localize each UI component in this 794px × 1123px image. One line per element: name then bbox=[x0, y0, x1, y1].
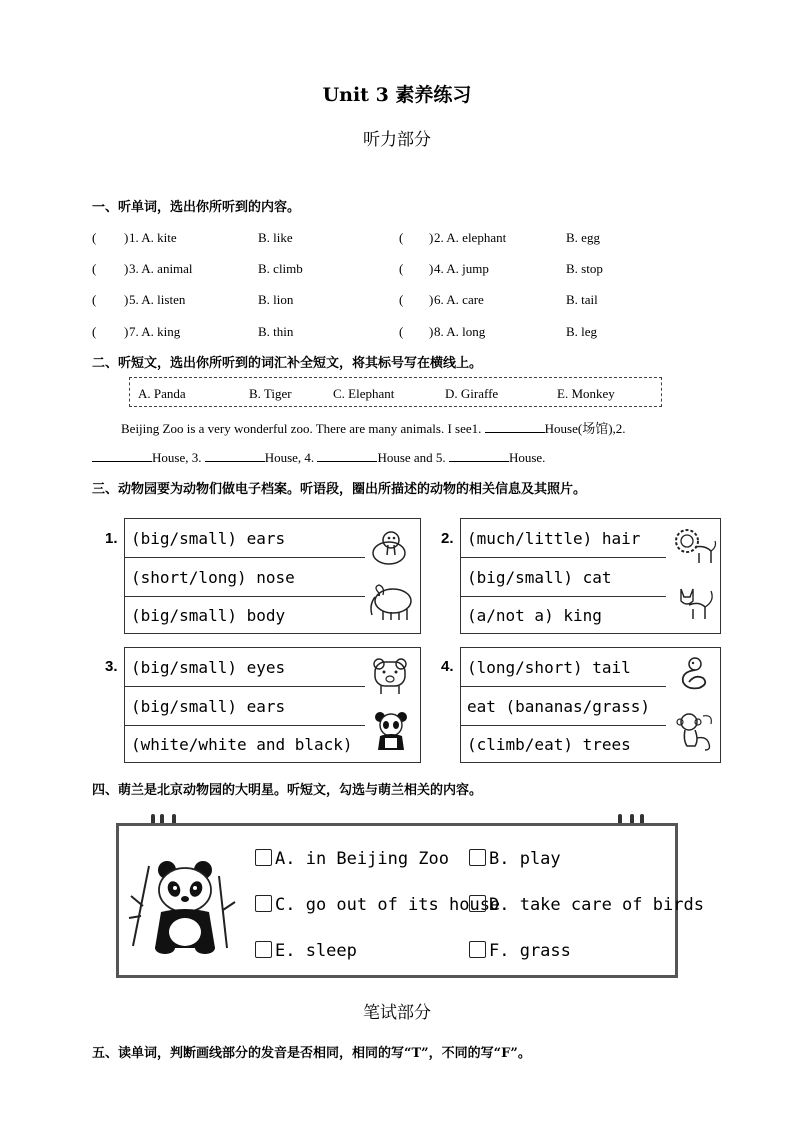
option-b[interactable] bbox=[469, 849, 561, 869]
card-divider bbox=[125, 725, 365, 726]
word-option: C. Elephant bbox=[333, 386, 395, 401]
checkbox[interactable] bbox=[255, 895, 272, 912]
card-option[interactable]: (big/small) body bbox=[131, 606, 286, 625]
section4-heading: 四、萌兰是北京动物园的大明星。听短文，勾选与萌兰相关的内容。 bbox=[92, 783, 483, 798]
answer-paren-open[interactable]: ( bbox=[399, 292, 404, 307]
cat-icon[interactable] bbox=[675, 583, 717, 625]
option-c[interactable] bbox=[255, 895, 500, 915]
card-option[interactable]: (much/little) hair bbox=[467, 529, 641, 548]
answer-paren-close: ) bbox=[429, 230, 434, 245]
card-number: 4. bbox=[441, 658, 454, 675]
option-b: B. lion bbox=[258, 292, 294, 307]
answer-paren-open[interactable]: ( bbox=[399, 261, 404, 276]
section2-heading: 二、听短文，选出你所听到的词汇补全短文，将其标号写在横线上。 bbox=[92, 356, 483, 371]
answer-paren-close: ) bbox=[124, 261, 129, 276]
page-title: Unit 3 素养练习 bbox=[322, 84, 472, 106]
card-option[interactable]: (white/white and black) bbox=[131, 735, 353, 754]
checkbox[interactable] bbox=[469, 941, 486, 958]
card-number: 3. bbox=[105, 658, 118, 675]
answer-paren-open[interactable]: ( bbox=[399, 324, 404, 339]
card-option[interactable]: (long/short) tail bbox=[467, 658, 631, 677]
answer-paren-close: ) bbox=[429, 292, 434, 307]
card-divider bbox=[461, 686, 666, 687]
answer-paren-open[interactable]: ( bbox=[399, 230, 404, 245]
card-divider bbox=[125, 596, 365, 597]
card-divider bbox=[125, 557, 365, 558]
card-option[interactable]: (big/small) cat bbox=[467, 568, 612, 587]
option-a[interactable] bbox=[255, 849, 449, 869]
option-label: B. play bbox=[489, 849, 561, 869]
section3-heading: 三、动物园要为动物们做电子档案。听语段，圈出所描述的动物的相关信息及其照片。 bbox=[92, 482, 587, 497]
option-label: C. go out of its house bbox=[275, 895, 501, 915]
word-bank bbox=[129, 377, 662, 407]
option-b: B. like bbox=[258, 230, 293, 245]
bear-icon[interactable] bbox=[369, 654, 413, 698]
animal-card bbox=[460, 518, 721, 634]
passage-text: House, 4. bbox=[264, 450, 315, 465]
written-heading: 笔试部分 bbox=[363, 1003, 431, 1023]
option-a: 6. A. care bbox=[434, 292, 484, 307]
card-option[interactable]: eat (bananas/grass) bbox=[467, 697, 651, 716]
option-f[interactable] bbox=[469, 941, 571, 961]
snake-icon[interactable] bbox=[675, 654, 715, 698]
walrus-icon[interactable] bbox=[369, 527, 413, 567]
option-a: 2. A. elephant bbox=[434, 230, 507, 245]
answer-paren-close: ) bbox=[124, 292, 129, 307]
card-divider bbox=[461, 557, 666, 558]
word-option: E. Monkey bbox=[557, 386, 615, 401]
card-number: 1. bbox=[105, 530, 118, 547]
card-number: 2. bbox=[441, 530, 454, 547]
animal-card bbox=[460, 647, 721, 763]
card-option[interactable]: (climb/eat) trees bbox=[467, 735, 631, 754]
checkbox[interactable] bbox=[469, 895, 486, 912]
option-e[interactable] bbox=[255, 941, 357, 961]
question-row bbox=[92, 324, 712, 344]
option-b: B. leg bbox=[566, 324, 598, 339]
option-a: 1. A. kite bbox=[129, 230, 177, 245]
answer-blank[interactable] bbox=[92, 449, 152, 462]
answer-paren-close: ) bbox=[124, 230, 129, 245]
option-a: 3. A. animal bbox=[129, 261, 193, 276]
question-row bbox=[92, 292, 712, 312]
option-d[interactable] bbox=[469, 895, 704, 915]
animal-card bbox=[124, 518, 421, 634]
option-label: A. in Beijing Zoo bbox=[275, 849, 449, 869]
section5-heading: 五、读单词，判断画线部分的发音是否相同，相同的写“T”，不同的写“F”。 bbox=[92, 1046, 531, 1061]
option-label: F. grass bbox=[489, 941, 571, 961]
card-option[interactable]: (big/small) ears bbox=[131, 529, 286, 548]
checkbox[interactable] bbox=[469, 849, 486, 866]
card-divider bbox=[461, 596, 666, 597]
answer-paren-open[interactable]: ( bbox=[92, 324, 97, 339]
card-option[interactable]: (short/long) nose bbox=[131, 568, 295, 587]
passage-line-1 bbox=[121, 418, 626, 437]
card-divider bbox=[461, 725, 666, 726]
option-a: 5. A. listen bbox=[129, 292, 186, 307]
listening-heading: 听力部分 bbox=[363, 130, 431, 150]
option-label: D. take care of birds bbox=[489, 895, 704, 915]
answer-blank[interactable] bbox=[485, 420, 545, 433]
option-a: 8. A. long bbox=[434, 324, 486, 339]
word-option: B. Tiger bbox=[249, 386, 292, 401]
passage-line-2 bbox=[92, 449, 545, 466]
panda-bamboo-icon bbox=[127, 856, 239, 956]
card-option[interactable]: (big/small) eyes bbox=[131, 658, 286, 677]
passage-text: House, 3. bbox=[152, 450, 202, 465]
option-a: 4. A. jump bbox=[434, 261, 489, 276]
monkey-icon[interactable] bbox=[673, 710, 717, 754]
option-a: 7. A. king bbox=[129, 324, 181, 339]
answer-paren-open[interactable]: ( bbox=[92, 292, 97, 307]
question-row bbox=[92, 261, 712, 281]
option-b: B. tail bbox=[566, 292, 598, 307]
card-divider bbox=[125, 686, 365, 687]
panda-icon[interactable] bbox=[372, 710, 410, 754]
menglan-board bbox=[116, 823, 704, 978]
option-b: B. egg bbox=[566, 230, 600, 245]
option-b: B. stop bbox=[566, 261, 603, 276]
passage-text: House and 5. bbox=[377, 450, 446, 465]
option-b: B. thin bbox=[258, 324, 294, 339]
answer-blank[interactable] bbox=[317, 449, 377, 462]
elephant-icon[interactable] bbox=[367, 581, 417, 623]
answer-blank[interactable] bbox=[449, 449, 509, 462]
answer-paren-close: ) bbox=[429, 324, 434, 339]
card-option[interactable]: (a/not a) king bbox=[467, 606, 602, 625]
option-b: B. climb bbox=[258, 261, 303, 276]
passage-text: House. bbox=[508, 450, 546, 465]
passage-text: House(场馆),2. bbox=[544, 421, 626, 436]
answer-paren-close: ) bbox=[124, 324, 129, 339]
section1-heading: 一、听单词，选出你所听到的内容。 bbox=[92, 200, 301, 215]
answer-paren-open[interactable]: ( bbox=[92, 261, 97, 276]
answer-paren-open[interactable]: ( bbox=[92, 230, 97, 245]
card-option[interactable]: (big/small) ears bbox=[131, 697, 286, 716]
checkbox[interactable] bbox=[255, 941, 272, 958]
lion-icon[interactable] bbox=[671, 525, 717, 567]
option-label: E. sleep bbox=[275, 941, 357, 961]
answer-blank[interactable] bbox=[205, 449, 265, 462]
answer-paren-close: ) bbox=[429, 261, 434, 276]
animal-card bbox=[124, 647, 421, 763]
checkbox[interactable] bbox=[255, 849, 272, 866]
word-option: D. Giraffe bbox=[445, 386, 499, 401]
passage-text: Beijing Zoo is a very wonderful zoo. There are many animals. I see1. bbox=[121, 421, 482, 436]
word-option: A. Panda bbox=[138, 386, 186, 401]
question-row bbox=[92, 230, 712, 250]
